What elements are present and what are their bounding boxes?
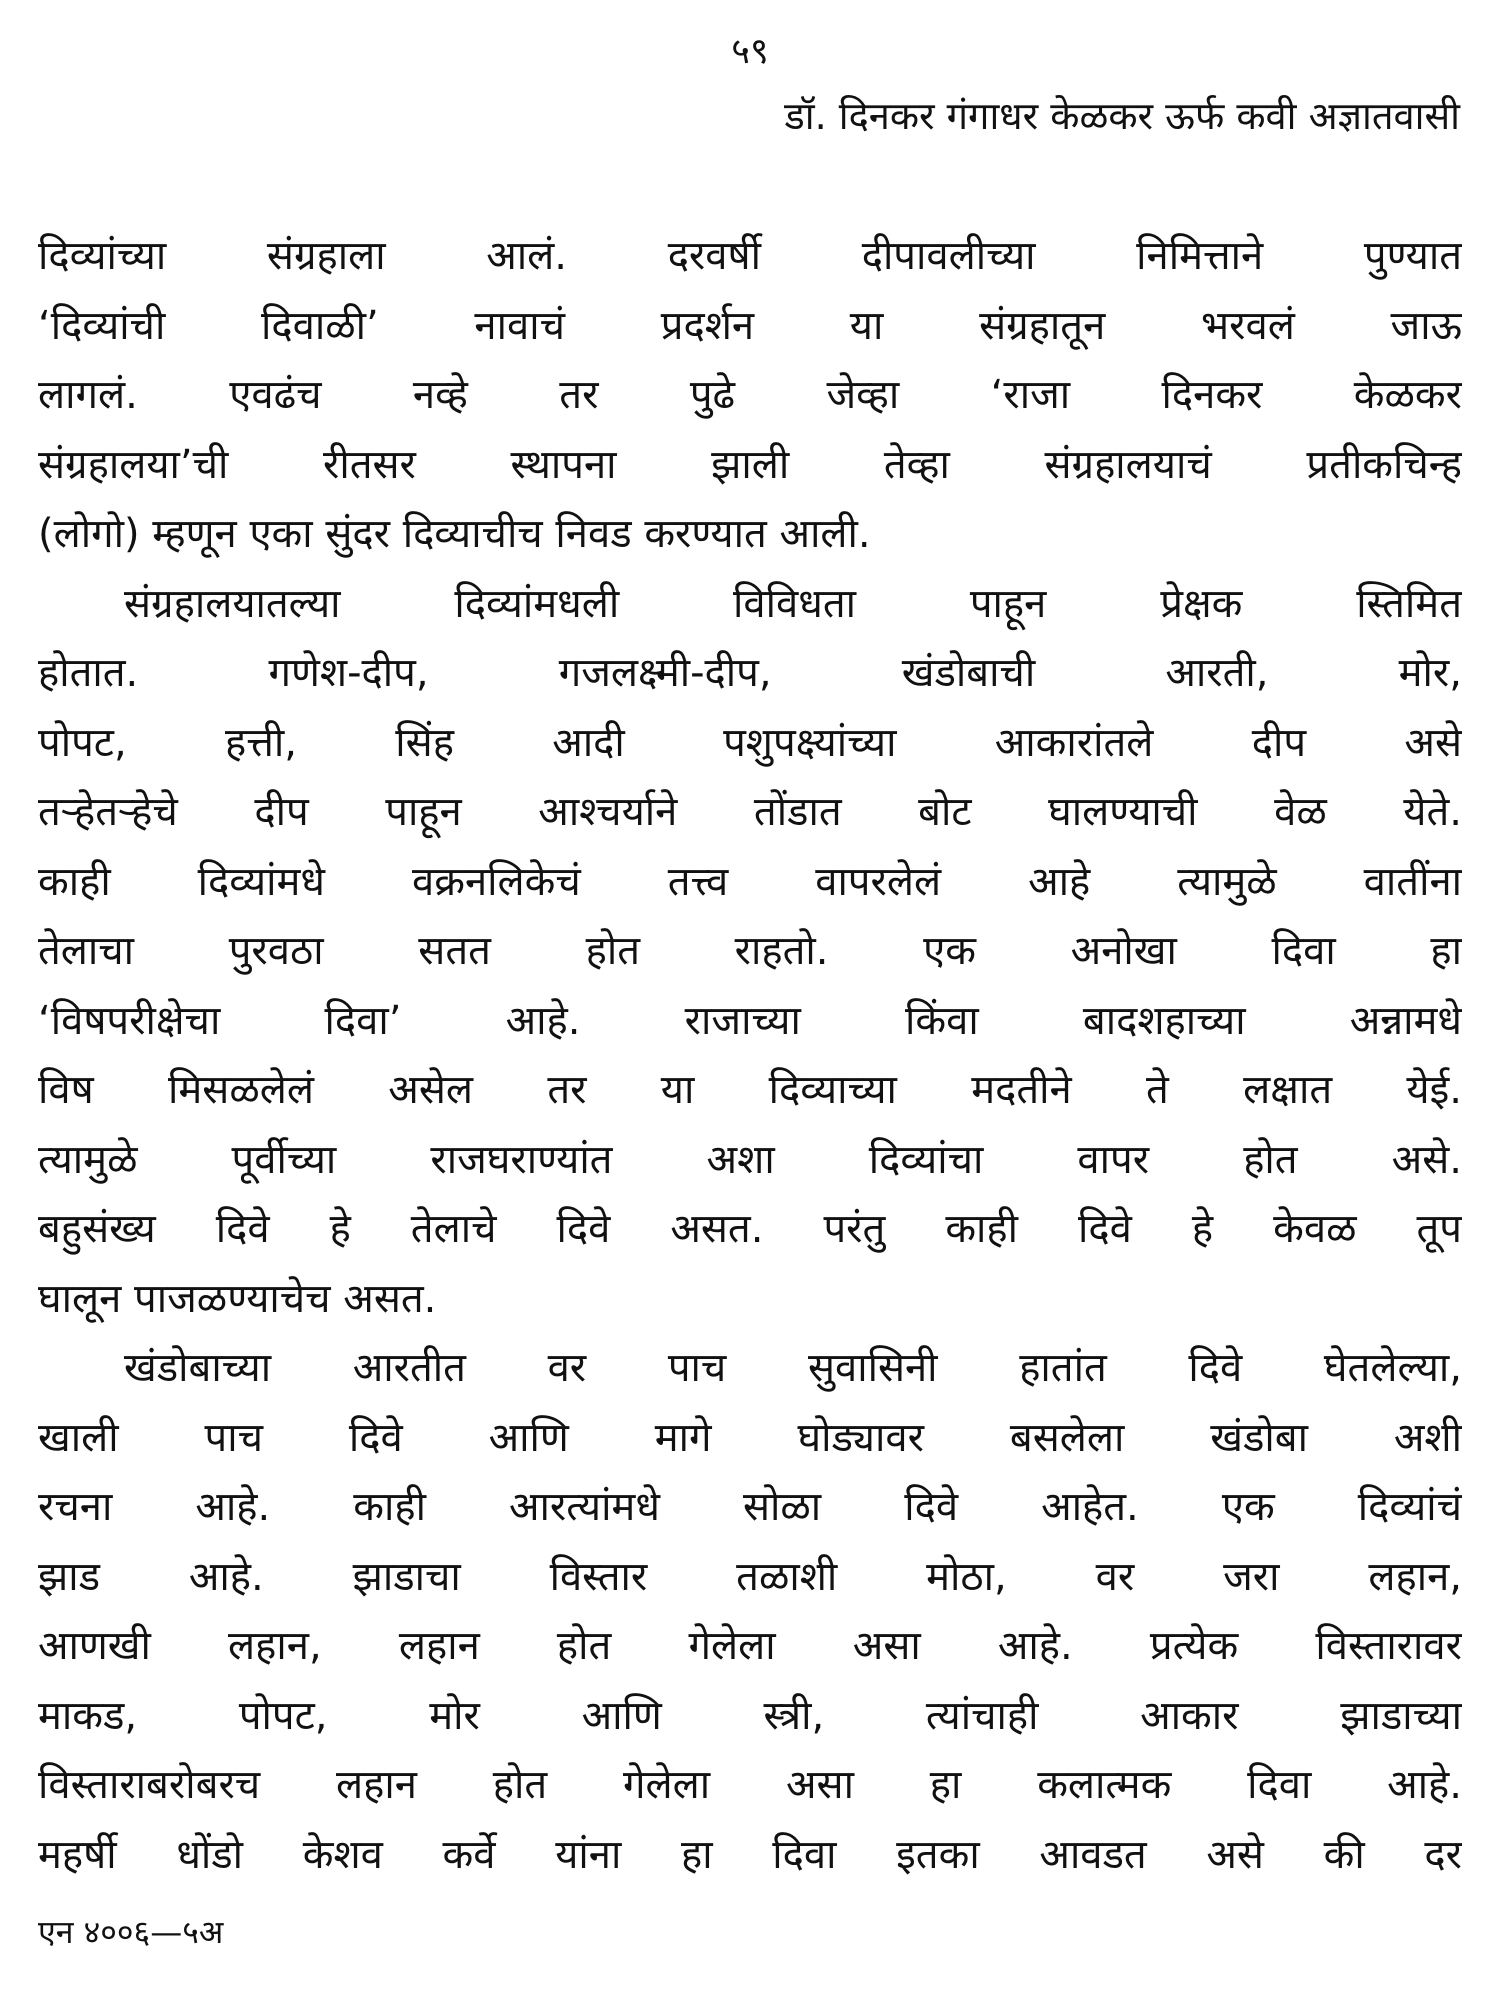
text-line: काही दिव्यांमधे वक्रनलिकेचं तत्त्व वापरलेलं आहे त्यामुळे वातींना [38,858,1462,905]
text-line: तेलाचा पुरवठा सतत होत राहतो. एक अनोखा दिवा हा [38,928,1462,974]
text-line: संग्रहालया’ची रीतसर स्थापना झाली तेव्हा संग्रहालयाचं प्रतीकचिन्ह [38,441,1462,488]
text-line: पोपट, हत्ती, सिंह आदी पशुपक्ष्यांच्या आकारांतले दीप असे [38,719,1462,766]
text-line: रचना आहे. काही आरत्यांमधे सोळा दिवे आहेत. एक दिव्यांचं [38,1484,1462,1530]
running-header: डॉ. दिनकर गंगाधर केळकर ऊर्फ कवी अज्ञातवासी [784,94,1460,138]
text-line: झाड आहे. झाडाचा विस्तार तळाशी मोठा, वर जरा लहान, [38,1553,1462,1600]
page-number: ५९ [731,31,769,72]
text-line: विस्ताराबरोबरच लहान होत गेलेला असा हा कलात्मक दिवा आहे. [38,1762,1462,1808]
text-line: विष मिसळलेलं असेल तर या दिव्याच्या मदतीने ते लक्षात येई. [38,1067,1462,1113]
printer-code: एन ४००६—५अ [38,1913,224,1951]
body-text [38,222,1462,1890]
text-line: ‘विषपरीक्षेचा दिवा’ आहे. राजाच्या किंवा बादशहाच्या अन्नामधे [38,997,1462,1044]
text-line: ‘दिव्यांची दिवाळी’ नावाचं प्रदर्शन या संग्रहातून भरवलं जाऊ [38,302,1462,349]
text-line: महर्षी धोंडो केशव कर्वे यांना हा दिवा इतका आवडत असे की दर [38,1831,1462,1878]
text-line: बहुसंख्य दिवे हे तेलाचे दिवे असत. परंतु काही दिवे हे केवळ तूप [38,1206,1462,1252]
text-line: दिव्यांच्या संग्रहाला आलं. दरवर्षी दीपावलीच्या निमित्ताने पुण्यात [38,233,1462,279]
paragraph-start-line: संग्रहालयातल्या दिव्यांमधली विविधता पाहून प्रेक्षक स्तिमित [124,580,1462,627]
text-line: माकड, पोपट, मोर आणि स्त्री, त्यांचाही आकार झाडाच्या [38,1692,1462,1739]
text-line: आणखी लहान, लहान होत गेलेला असा आहे. प्रत्येक विस्तारावर [38,1623,1462,1669]
text-line: त्यामुळे पूर्वीच्या राजघराण्यांत अशा दिव्यांचा वापर होत असे. [38,1136,1462,1183]
text-line: तऱ्हेतऱ्हेचे दीप पाहून आश्चर्याने तोंडात बोट घालण्याची वेळ येते. [38,789,1462,835]
text-line: होतात. गणेश-दीप, गजलक्ष्मी-दीप, खंडोबाची आरती, मोर, [38,650,1462,696]
text-line: लागलं. एवढंच नव्हे तर पुढे जेव्हा ‘राजा दिनकर केळकर [38,372,1462,418]
text-line: घालून पाजळण्याचेच असत. [38,1275,437,1322]
text-line: खाली पाच दिवे आणि मागे घोड्यावर बसलेला खंडोबा अशी [38,1414,1462,1461]
text-line: (लोगो) म्हणून एका सुंदर दिव्याचीच निवड करण्यात आली. [38,511,871,557]
paragraph-start-line: खंडोबाच्या आरतीत वर पाच सुवासिनी हातांत दिवे घेतलेल्या, [124,1345,1462,1391]
